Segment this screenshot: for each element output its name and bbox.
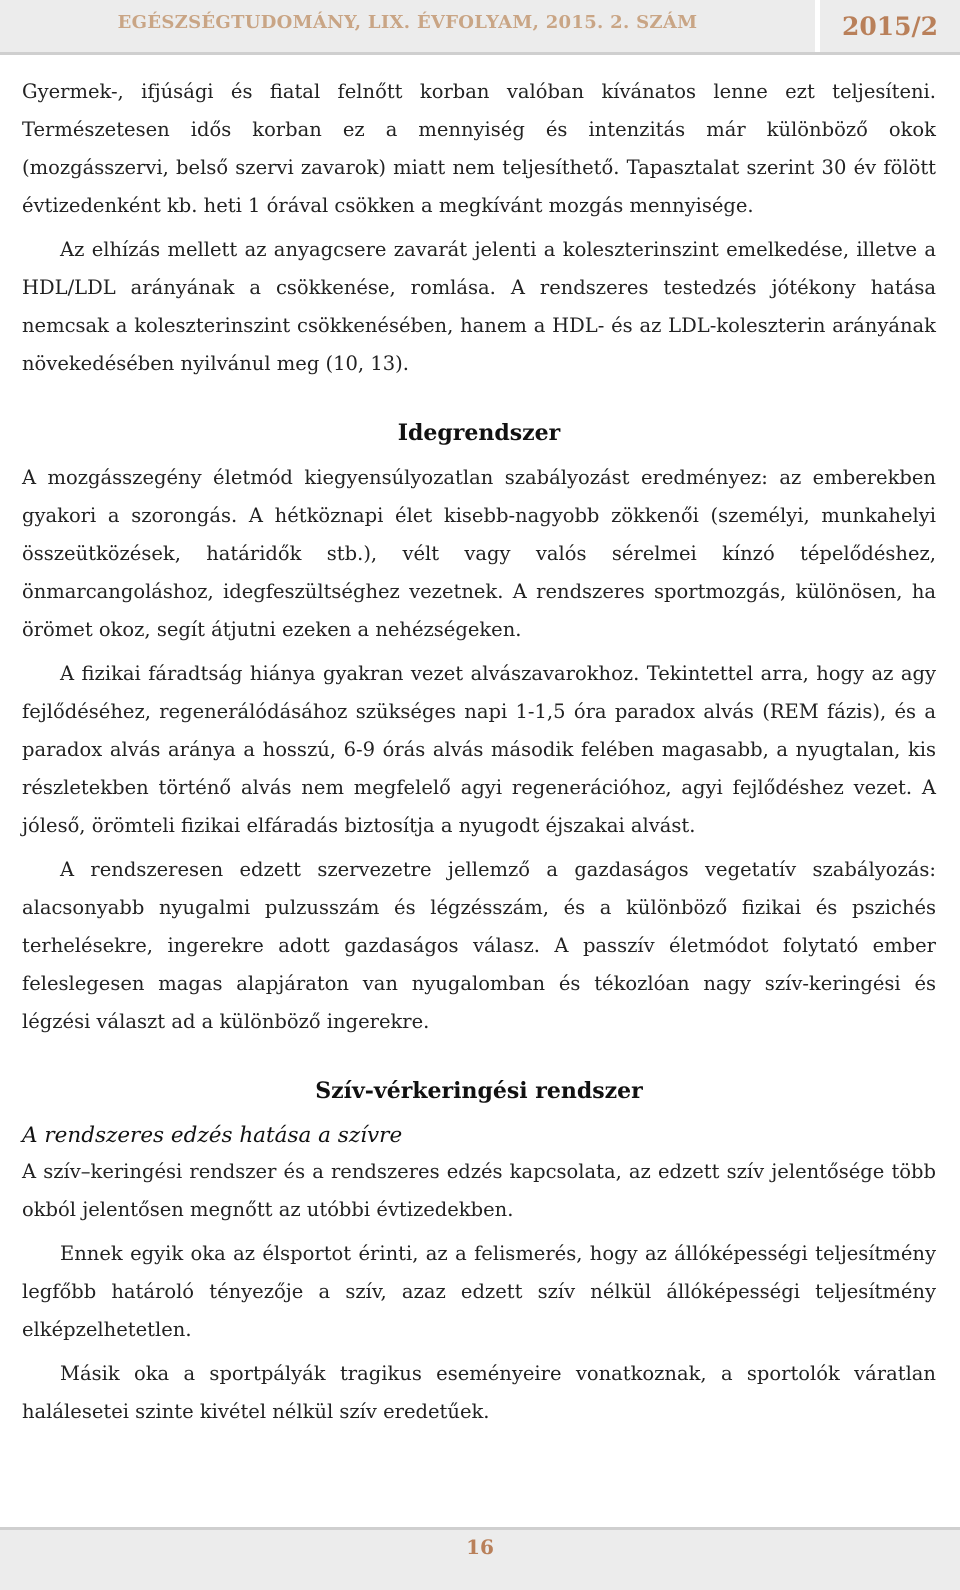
header-divider: [0, 52, 960, 55]
issue-number: 2015/2: [820, 0, 960, 52]
journal-title: EGÉSZSÉGTUDOMÁNY, LIX. ÉVFOLYAM, 2015. 2. SZÁM: [0, 0, 815, 52]
paragraph: Ennek egyik oka az élsportot érinti, az a felismerés, hogy az állóképességi teljesítmény legfőbb határoló tényezője a szív, azaz edzett szív nélkül állóképességi teljesítmény elképzelhetetlen.: [22, 1242, 936, 1341]
paragraph: A szív–keringési rendszer és a rendszeres edzés kapcsolata, az edzett szív jelentősége több okból jelentősen megnőtt az utóbbi évtizedekben.: [22, 1160, 936, 1221]
paragraph: Másik oka a sportpályák tragikus eseményeire vonatkoznak, a sportolók váratlan halálesetei szinte kivétel nélkül szív eredetűek.: [22, 1362, 936, 1423]
page-header: [0, 0, 960, 54]
article-body: [22, 73, 936, 1431]
paragraph: Gyermek-, ifjúsági és fiatal felnőtt korban valóban kívánatos lenne ezt teljesíteni. Természetesen idős korban ez a mennyiség és intenzitás már különböző okok (mozgásszervi, belső szervi zavarok) miatt nem teljesíthető. Tapasztalat szerint 30 év fölött évtizedenként kb. heti 1 órával csökken a megkívánt mozgás mennyisége.: [22, 80, 936, 217]
section-heading-idegrendszer: Idegrendszer: [397, 420, 561, 446]
paragraph: A mozgásszegény életmód kiegyensúlyozatlan szabályozást eredményez: az emberekben gyakori a szorongás. A hétköznapi élet kisebb-nagyobb zökkenői (személyi, munkahelyi összeütközések, határidők stb.), vélt vagy valós sérelmei kínzó tépelődéshez, önmarcangoláshoz, idegfeszültséghez vezetnek. A rendszeres sportmozgás, különösen, ha örömet okoz, segít átjutni ezeken a nehézségeken.: [22, 466, 936, 641]
paragraph: A fizikai fáradtság hiánya gyakran vezet alvászavarokhoz. Tekintettel arra, hogy az agy fejlődéséhez, regenerálódásához szükséges napi 1-1,5 óra paradox alvás (REM fázis), és a paradox alvás aránya a hosszú, 6-9 órás alvás második felében magasabb, a nyugtalan, kis részletekben történő alvás nem megfelelő agyi regenerációhoz, agyi fejlődéshez vezet. A jóleső, örömteli fizikai elfáradás biztosítja a nyugodt éjszakai alvást.: [22, 662, 936, 837]
page-number: 16: [466, 1535, 494, 1559]
paragraph: Az elhízás mellett az anyagcsere zavarát jelenti a koleszterinszint emelkedése, illetve a HDL/LDL arányának a csökkenése, romlása. A rendszeres testedzés jótékony hatása nemcsak a koleszterinszint csökkenésében, hanem a HDL- és az LDL-koleszterin arányának növekedésében nyilvánul meg (10, 13).: [22, 238, 936, 375]
section-heading-sziv: Szív-vérkeringési rendszer: [315, 1078, 643, 1104]
paragraph: A rendszeresen edzett szervezetre jellemző a gazdaságos vegetatív szabályozás: alacsonyabb nyugalmi pulzusszám és légzésszám, és a különböző fizikai és pszichés terhelésekre, ingerekre adott gazdaságos válasz. A passzív életmódot folytató ember feleslegesen magas alapjáraton van nyugalomban és tékozlóan nagy szív-keringési és légzési választ ad a különböző ingerekre.: [22, 858, 936, 1033]
subsection-heading: A rendszeres edzés hatása a szívre: [22, 1123, 403, 1148]
